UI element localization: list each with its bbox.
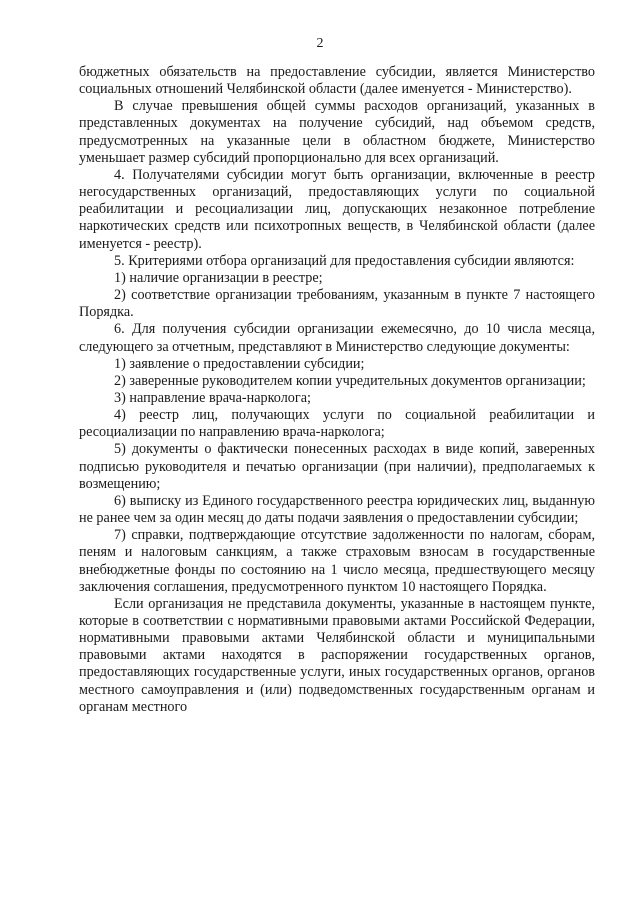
paragraph-11: 4) реестр лиц, получающих услуги по социальной реабилитации и ресоциализации по направлению врача-нарколога; xyxy=(79,407,595,441)
paragraph-1: бюджетных обязательств на предоставление субсидии, является Министерство социальных отношений Челябинской области (далее именуется - Министерство). xyxy=(79,64,595,98)
paragraph-10: 3) направление врача-нарколога; xyxy=(114,389,311,406)
paragraph-6: 2) соответствие организации требованиям, указанным в пункте 7 настоящего Порядка. xyxy=(79,287,595,321)
paragraph-8: 1) заявление о предоставлении субсидии; xyxy=(114,355,365,372)
paragraph-14: 7) справки, подтверждающие отсутствие задолженности по налогам, сборам, пеням и налоговым санкциям, а также страховым взносам в государственные внебюджетные фонды по состоянию на 1 число месяца, предшествующего месяцу заключения соглашения, предусмотренного пунктом 10 настоящего Порядка. xyxy=(79,527,595,595)
page-number: 2 xyxy=(316,36,324,51)
paragraph-2: В случае превышения общей суммы расходов организаций, указанных в представленных документах на получение субсидий, над объемом средств, предусмотренных на указанные цели в областном бюджете, Министерство уменьшает размер субсидий пропорционально для всех организаций. xyxy=(79,98,595,166)
paragraph-3: 4. Получателями субсидии могут быть организации, включенные в реестр негосударственных организаций, предоставляющих услуги по социальной реабилитации и ресоциализации лиц, допускающих незаконное потребление наркотических средств или психотропных веществ, в Челябинской области (далее именуется - реестр). xyxy=(79,166,595,252)
document-body xyxy=(79,64,595,716)
paragraph-13: 6) выписку из Единого государственного реестра юридических лиц, выданную не ранее чем за один месяц до даты подачи заявления о предоставлении субсидии; xyxy=(79,492,595,527)
paragraph-7: 6. Для получения субсидии организации ежемесячно, до 10 числа месяца, следующего за отчетным, представляют в Министерство следующие документы: xyxy=(79,321,595,355)
paragraph-12: 5) документы о фактически понесенных расходах в виде копий, заверенных подписью руководителя и печатью организации (при наличии), предполагаемых к возмещению; xyxy=(79,441,595,492)
paragraph-4: 5. Критериями отбора организаций для предоставления субсидии являются: xyxy=(114,252,575,269)
paragraph-15: Если организация не представила документы, указанные в настоящем пункте, которые в соответствии с нормативными правовыми актами Российской Федерации, нормативными правовыми актами Челябинской области и муниципальными правовыми актами находятся в распоряжении государственных органов, предоставляющих государственные услуги, иных государственных органов, органов местного самоуправления и (или) подведомственных государственным органам и органам местного xyxy=(79,595,595,715)
paragraph-9: 2) заверенные руководителем копии учредительных документов организации; xyxy=(114,372,586,389)
paragraph-5: 1) наличие организации в реестре; xyxy=(114,269,323,286)
